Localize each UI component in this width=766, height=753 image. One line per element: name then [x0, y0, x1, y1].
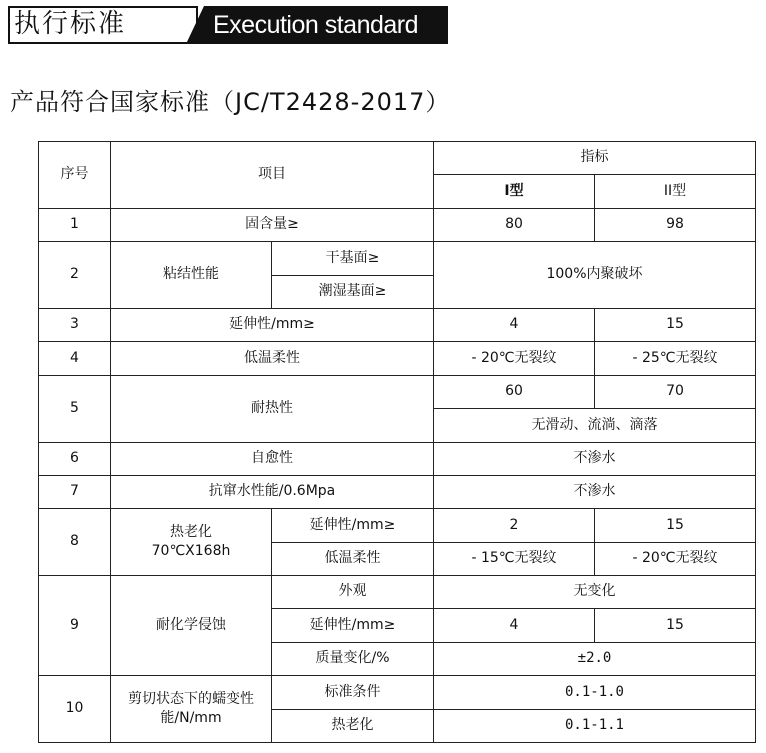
- row-value-merged: 不渗水: [434, 442, 756, 475]
- row-index: 1: [39, 208, 111, 241]
- row-item: 固含量≥: [111, 208, 434, 241]
- row-value-type2: - 25℃无裂纹: [595, 342, 756, 375]
- row-value-type2: 98: [595, 208, 756, 241]
- table-row: [39, 676, 756, 709]
- row-index: 8: [39, 509, 111, 576]
- row-value-type2: 15: [595, 509, 756, 542]
- header-index: 序号: [39, 142, 111, 209]
- row-value-merged: 无变化: [434, 576, 756, 609]
- row-item: 自愈性: [111, 442, 434, 475]
- header-type1: I型: [434, 175, 595, 208]
- row-value-type2: 15: [595, 308, 756, 341]
- row-subitem: 潮湿基面≥: [272, 275, 434, 308]
- table-row: [39, 475, 756, 508]
- row-index: 2: [39, 242, 111, 309]
- row-value-merged: 无滑动、流淌、滴落: [434, 409, 756, 442]
- row-subitem: 标准条件: [272, 676, 434, 709]
- row-item: 延伸性/mm≥: [111, 308, 434, 341]
- table-row: [39, 509, 756, 542]
- row-item-line: 剪切状态下的蠕变性: [128, 690, 254, 707]
- spec-table: [38, 141, 756, 743]
- row-item-line: 能/N/mm: [160, 710, 222, 727]
- row-item: 抗窜水性能/0.6Mpa: [111, 475, 434, 508]
- table-row: [39, 375, 756, 408]
- row-item: [111, 509, 272, 576]
- row-index: 6: [39, 442, 111, 475]
- header-title-cn: 执行标准: [14, 9, 127, 39]
- row-item: 粘结性能: [111, 242, 272, 309]
- row-value-type1: 4: [434, 609, 595, 642]
- row-index: 9: [39, 576, 111, 676]
- row-value-type1: 60: [434, 375, 595, 408]
- row-index: 4: [39, 342, 111, 375]
- row-item: 低温柔性: [111, 342, 434, 375]
- row-value-merged: 不渗水: [434, 475, 756, 508]
- row-value-type1: 2: [434, 509, 595, 542]
- row-index: 10: [39, 676, 111, 743]
- standard-subtitle: 产品符合国家标准（JC/T2428-2017）: [10, 88, 451, 116]
- row-subitem: 热老化: [272, 709, 434, 742]
- row-subitem: 低温柔性: [272, 542, 434, 575]
- table-row: [39, 242, 756, 275]
- table-row: [39, 308, 756, 341]
- table-row: [39, 342, 756, 375]
- row-subitem: 质量变化/%: [272, 642, 434, 675]
- table-header-row: [39, 142, 756, 175]
- header-item: 项目: [111, 142, 434, 209]
- row-subitem: 外观: [272, 576, 434, 609]
- row-item: [111, 676, 272, 743]
- row-index: 5: [39, 375, 111, 442]
- row-item: 耐化学侵蚀: [111, 576, 272, 676]
- row-value-merged: 0.1-1.0: [434, 676, 756, 709]
- row-item-line: 70℃X168h: [151, 543, 231, 560]
- row-value-type1: - 15℃无裂纹: [434, 542, 595, 575]
- row-subitem: 延伸性/mm≥: [272, 509, 434, 542]
- row-value-type2: - 20℃无裂纹: [595, 542, 756, 575]
- header-indicator: 指标: [434, 142, 756, 175]
- row-item: 耐热性: [111, 375, 434, 442]
- row-index: 7: [39, 475, 111, 508]
- row-value-type1: 80: [434, 208, 595, 241]
- row-value-type1: - 20℃无裂纹: [434, 342, 595, 375]
- row-value-type2: 15: [595, 609, 756, 642]
- table-row: [39, 442, 756, 475]
- header-title-en: Execution standard: [213, 11, 419, 39]
- row-value-type1: 4: [434, 308, 595, 341]
- row-subitem: 延伸性/mm≥: [272, 609, 434, 642]
- section-header: [8, 6, 440, 46]
- table-row: [39, 576, 756, 609]
- row-value-merged: 0.1-1.1: [434, 709, 756, 742]
- row-index: 3: [39, 308, 111, 341]
- row-item-line: 热老化: [170, 523, 212, 540]
- row-subitem: 干基面≥: [272, 242, 434, 275]
- table-row: [39, 208, 756, 241]
- header-type2: II型: [595, 175, 756, 208]
- row-value-type2: 70: [595, 375, 756, 408]
- row-value-merged: 100%内聚破坏: [434, 242, 756, 309]
- row-value-merged: ±2.0: [434, 642, 756, 675]
